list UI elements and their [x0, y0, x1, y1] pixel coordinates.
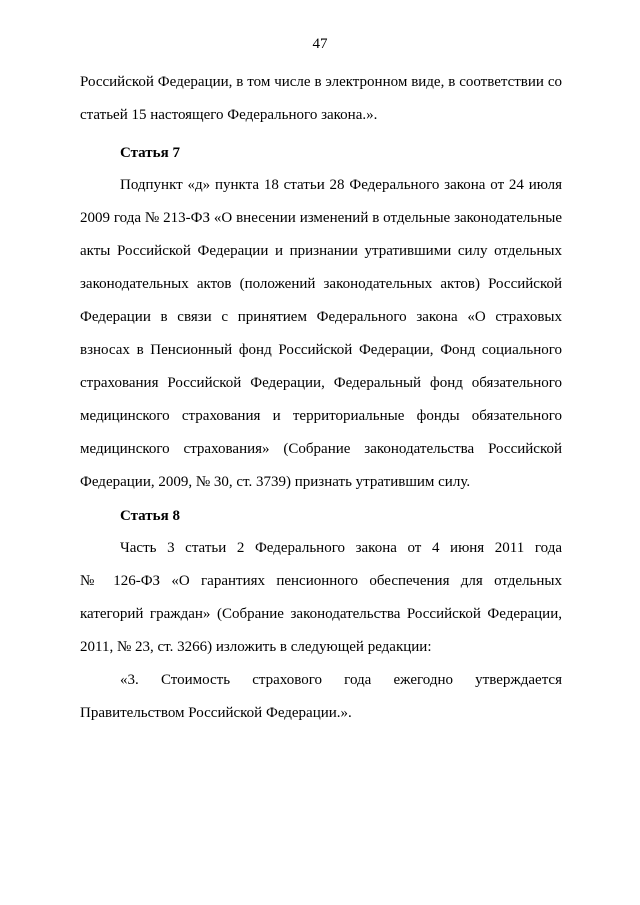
article-7-paragraph — [80, 169, 562, 499]
paragraph-line: Подпункт «д» пункта 18 статьи 28 Федерального закона от 24 июля — [120, 177, 562, 193]
paragraph-line: категорий граждан» (Собрание законодательства Российской Федерации, — [80, 606, 562, 622]
paragraph-line: Федерации в связи с принятием Федерального закона «О страховых — [80, 309, 562, 325]
article-8-quote — [80, 664, 562, 730]
paragraph-line: Российской Федерации, в том числе в электронном виде, в соответствии со — [80, 74, 562, 90]
article-8-paragraph — [80, 532, 562, 664]
page-number: 47 — [312, 36, 328, 52]
article-7-heading: Статья 7 — [120, 145, 180, 161]
paragraph-line: Федерации, 2009, № 30, ст. 3739) признать утратившим силу. — [80, 474, 471, 490]
paragraph-line: № 126-ФЗ «О гарантиях пенсионного обеспечения для отдельных — [80, 573, 562, 589]
paragraph-line: акты Российской Федерации и признании утратившими силу отдельных — [80, 243, 562, 259]
paragraph-line: Часть 3 статьи 2 Федерального закона от 4 июня 2011 года — [120, 540, 562, 556]
intro-paragraph — [80, 66, 562, 132]
paragraph-line: законодательных актов (положений законодательных актов) Российской — [80, 276, 562, 292]
paragraph-line: 2011, № 23, ст. 3266) изложить в следующей редакции: — [80, 639, 432, 655]
paragraph-line: взносах в Пенсионный фонд Российской Федерации, Фонд социального — [80, 342, 562, 358]
paragraph-line: медицинского страхования и территориальные фонды обязательного — [80, 408, 562, 424]
quote-line: «3. Стоимость страхового года ежегодно утверждается — [120, 672, 562, 688]
paragraph-line: страхования Российской Федерации, Федеральный фонд обязательного — [80, 375, 562, 391]
article-8-heading: Статья 8 — [120, 508, 180, 524]
paragraph-line: медицинского страхования» (Собрание законодательства Российской — [80, 441, 562, 457]
quote-line: Правительством Российской Федерации.». — [80, 705, 352, 721]
paragraph-line: 2009 года № 213-ФЗ «О внесении изменений в отдельные законодательные — [80, 210, 562, 226]
paragraph-line: статьей 15 настоящего Федерального закона.». — [80, 107, 378, 123]
